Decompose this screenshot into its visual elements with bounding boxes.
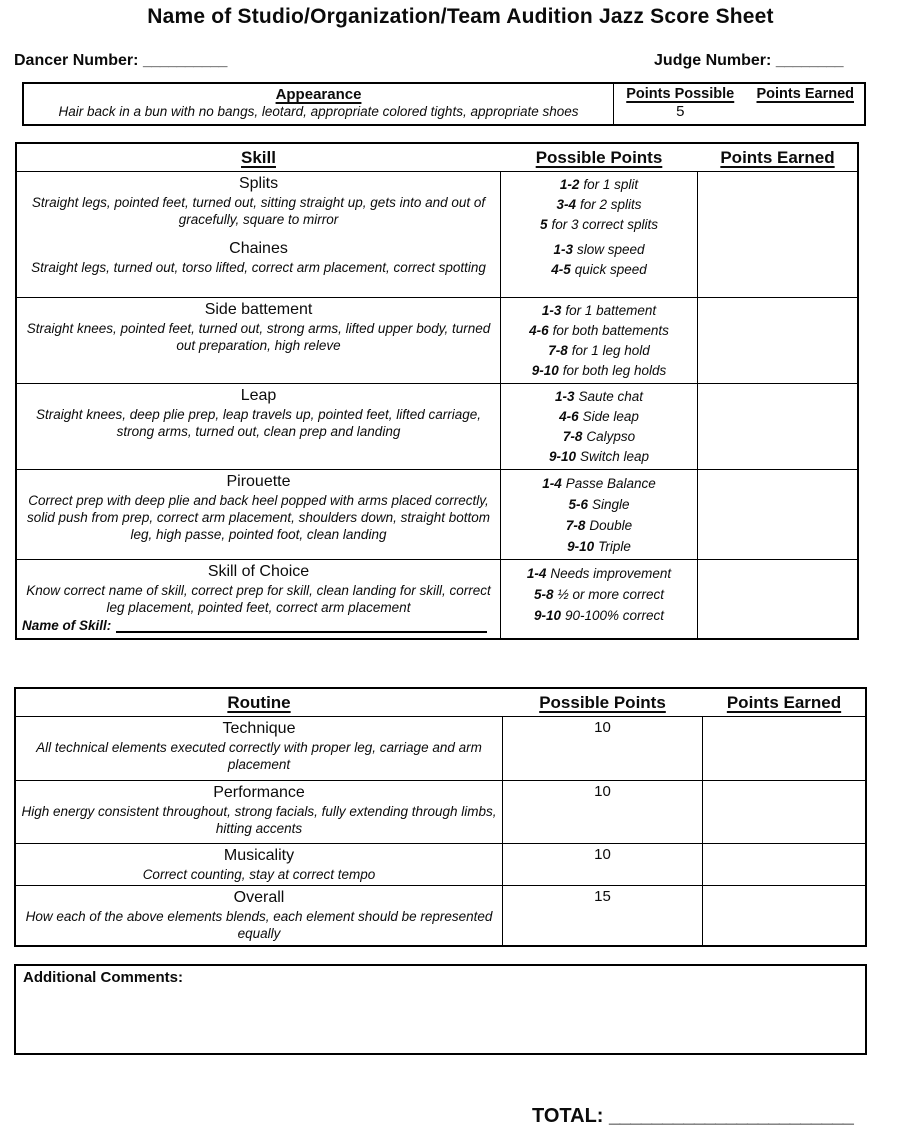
name-of-skill-blank[interactable] — [116, 619, 487, 633]
skill-name: Pirouette — [226, 473, 291, 490]
skill-name: Chaines — [229, 240, 288, 257]
points-earned-cell[interactable] — [698, 384, 857, 469]
points-option — [503, 387, 695, 407]
points-option — [503, 195, 695, 215]
points-earned-cell[interactable] — [747, 103, 865, 120]
possible-points-cell — [500, 237, 698, 297]
dancer-number-label: Dancer Number: — [14, 52, 139, 69]
points-option — [503, 301, 695, 321]
points-option — [503, 605, 695, 626]
points-range: 9-10 — [533, 608, 561, 623]
points-text: Passe Balance — [565, 476, 656, 491]
points-earned-cell[interactable] — [703, 886, 865, 945]
possible-points-cell — [500, 470, 698, 559]
skill-row-splits — [17, 172, 857, 237]
points-text: quick speed — [574, 262, 647, 277]
points-earned-column-header: Points Earned — [726, 692, 842, 712]
skill-name: Skill of Choice — [207, 563, 310, 580]
routine-cell — [16, 886, 502, 945]
points-earned-cell[interactable] — [698, 560, 857, 638]
total-label: TOTAL: — [532, 1105, 604, 1127]
points-range: 7-8 — [565, 518, 586, 533]
points-text: Calypso — [586, 429, 636, 444]
dancer-number-field — [14, 52, 227, 70]
skill-row-side-battement — [17, 297, 857, 383]
skill-description: Straight legs, pointed feet, turned out, sitting straight up, gets into and out of gracefully, square to mirror — [31, 195, 486, 227]
points-text: for both leg holds — [562, 363, 667, 378]
points-option — [503, 321, 695, 341]
skill-table-header — [17, 144, 857, 172]
skill-cell — [17, 470, 500, 559]
points-option — [503, 563, 695, 584]
points-text: slow speed — [576, 242, 645, 257]
points-earned-column-header: Points Earned — [720, 147, 835, 167]
points-option — [503, 515, 695, 536]
total-blank[interactable]: _______________________ — [609, 1105, 854, 1127]
points-earned-cell[interactable] — [703, 844, 865, 885]
comments-label: Additional Comments: — [23, 969, 183, 986]
skill-row-leap — [17, 383, 857, 469]
points-range: 1-4 — [526, 566, 547, 581]
skill-row-pirouette — [17, 469, 857, 559]
routine-table-header — [16, 689, 865, 717]
points-text: Side leap — [582, 409, 639, 424]
routine-row-performance — [16, 780, 865, 843]
possible-points-cell — [502, 717, 703, 780]
points-text: ½ or more correct — [557, 587, 665, 602]
routine-row-technique — [16, 717, 865, 780]
points-range: 9-10 — [567, 539, 595, 554]
possible-points-cell — [500, 560, 698, 638]
points-option — [503, 361, 695, 381]
points-text: Needs improvement — [550, 566, 672, 581]
points-option — [503, 240, 695, 260]
points-option — [503, 536, 695, 557]
points-option — [503, 473, 695, 494]
skill-row-skill-of-choice — [17, 559, 857, 638]
possible-points-cell — [500, 298, 698, 383]
possible-points-cell — [502, 844, 703, 885]
skill-cell — [17, 237, 500, 297]
comments-box[interactable] — [14, 964, 867, 1055]
skill-description: Straight knees, deep plie prep, leap travels up, pointed feet, lifted carriage, strong arms, turned out, clean prep and landing — [35, 407, 482, 439]
appearance-cell — [24, 84, 613, 124]
dancer-number-blank[interactable]: __________ — [142, 52, 227, 69]
routine-description: High energy consistent throughout, strong facials, fully extending through limbs, hitting accents — [21, 804, 497, 836]
routine-row-musicality — [16, 843, 865, 885]
header-fields — [14, 52, 907, 70]
name-of-skill-label: Name of Skill: — [22, 618, 112, 633]
points-earned-cell[interactable] — [698, 298, 857, 383]
appearance-points-cell — [613, 84, 864, 124]
appearance-heading: Appearance — [275, 86, 362, 103]
skill-name: Leap — [240, 387, 277, 404]
points-option — [503, 407, 695, 427]
points-range: 9-10 — [531, 363, 559, 378]
points-range: 7-8 — [548, 343, 568, 358]
points-text: for 1 split — [583, 177, 639, 192]
points-range: 5 — [539, 217, 548, 232]
points-text: Triple — [598, 539, 631, 554]
routine-cell — [16, 717, 502, 780]
routine-cell — [16, 844, 502, 885]
points-text: Switch leap — [579, 449, 650, 464]
routine-row-overall — [16, 885, 865, 945]
points-range: 1-2 — [559, 177, 580, 192]
possible-points-value: 10 — [594, 846, 611, 863]
appearance-table — [22, 82, 866, 126]
points-option — [503, 447, 695, 467]
possible-points-cell — [502, 781, 703, 843]
judge-number-label: Judge Number: — [654, 52, 772, 69]
points-earned-cell[interactable] — [703, 717, 865, 780]
skill-cell — [17, 384, 500, 469]
points-option — [503, 494, 695, 515]
skill-name: Side battement — [204, 301, 313, 318]
skill-cell — [17, 298, 500, 383]
points-range: 1-3 — [554, 389, 575, 404]
points-range: 7-8 — [562, 429, 583, 444]
points-range: 1-3 — [553, 242, 573, 257]
points-text: Double — [589, 518, 633, 533]
appearance-description: Hair back in a bun with no bangs, leotard, appropriate colored tights, appropriate shoes — [58, 104, 579, 119]
routine-description: How each of the above elements blends, each element should be represented equally — [25, 909, 493, 941]
total-field — [0, 1105, 921, 1128]
points-text: for 1 battement — [565, 303, 657, 318]
routine-name: Technique — [222, 720, 296, 737]
skill-cell — [17, 560, 500, 638]
possible-points-cell — [500, 384, 698, 469]
points-option — [503, 427, 695, 447]
points-text: 90-100% correct — [564, 608, 665, 623]
points-range: 4-6 — [559, 409, 579, 424]
points-earned-cell[interactable] — [698, 470, 857, 559]
routine-cell — [16, 781, 502, 843]
skill-name: Splits — [238, 175, 279, 192]
possible-points-cell — [500, 172, 698, 237]
skill-table — [15, 142, 859, 640]
points-text: Single — [591, 497, 630, 512]
page-title: Name of Studio/Organization/Team Audition Jazz Score Sheet — [147, 5, 774, 28]
points-range: 5-8 — [533, 587, 554, 602]
skill-column-header: Skill — [241, 147, 276, 167]
skill-description: Straight legs, turned out, torso lifted, correct arm placement, correct spotting — [31, 260, 486, 275]
points-range: 5-6 — [568, 497, 588, 512]
possible-points-value: 10 — [594, 783, 611, 800]
points-range: 4-6 — [529, 323, 549, 338]
skill-description: Straight knees, pointed feet, turned out, strong arms, lifted upper body, turned out preparation, high releve — [26, 321, 491, 353]
possible-points-column-header: Possible Points — [539, 692, 666, 712]
points-possible-header: Points Possible — [626, 86, 735, 102]
possible-points-value: 10 — [594, 719, 611, 736]
points-text: for 3 correct splits — [551, 217, 659, 232]
skill-cell — [17, 172, 500, 237]
points-option — [503, 215, 695, 235]
points-option — [503, 260, 695, 280]
routine-table — [14, 687, 867, 947]
points-option — [503, 341, 695, 361]
points-range: 1-4 — [542, 476, 562, 491]
skill-description: Correct prep with deep plie and back heel popped with arms placed correctly, solid push from prep, correct arm placement, shoulders down, straight bottom leg, high passe, pointed foot, clean landing — [27, 493, 490, 542]
routine-description: Correct counting, stay at correct tempo — [142, 867, 376, 882]
name-of-skill-field — [22, 618, 495, 633]
points-earned-cell[interactable] — [703, 781, 865, 843]
possible-points-column-header: Possible Points — [535, 147, 663, 167]
possible-points-cell — [502, 886, 703, 945]
judge-number-field — [654, 52, 843, 70]
points-text: for 1 leg hold — [571, 343, 650, 358]
points-range: 9-10 — [548, 449, 576, 464]
routine-name: Overall — [233, 889, 285, 906]
points-earned-cell[interactable] — [698, 172, 857, 237]
points-range: 1-3 — [541, 303, 562, 318]
possible-points-value: 15 — [594, 888, 611, 905]
points-earned-cell[interactable] — [698, 237, 857, 297]
points-possible-value: 5 — [676, 103, 685, 120]
points-earned-header: Points Earned — [756, 86, 854, 102]
routine-name: Performance — [213, 784, 305, 801]
points-range: 4-5 — [551, 262, 571, 277]
routine-column-header: Routine — [227, 692, 291, 712]
points-text: for 2 splits — [579, 197, 642, 212]
routine-description: All technical elements executed correctly with proper leg, carriage and arm placement — [36, 740, 482, 772]
points-text: for both battements — [552, 323, 669, 338]
skill-row-chaines — [17, 237, 857, 297]
judge-number-blank[interactable]: ________ — [775, 52, 843, 69]
points-option — [503, 175, 695, 195]
points-option — [503, 584, 695, 605]
skill-description: Know correct name of skill, correct prep for skill, clean landing for skill, correct leg placement, pointed feet, correct arm placement — [26, 583, 491, 615]
points-range: 3-4 — [556, 197, 576, 212]
points-text: Saute chat — [578, 389, 644, 404]
routine-name: Musicality — [223, 847, 295, 864]
